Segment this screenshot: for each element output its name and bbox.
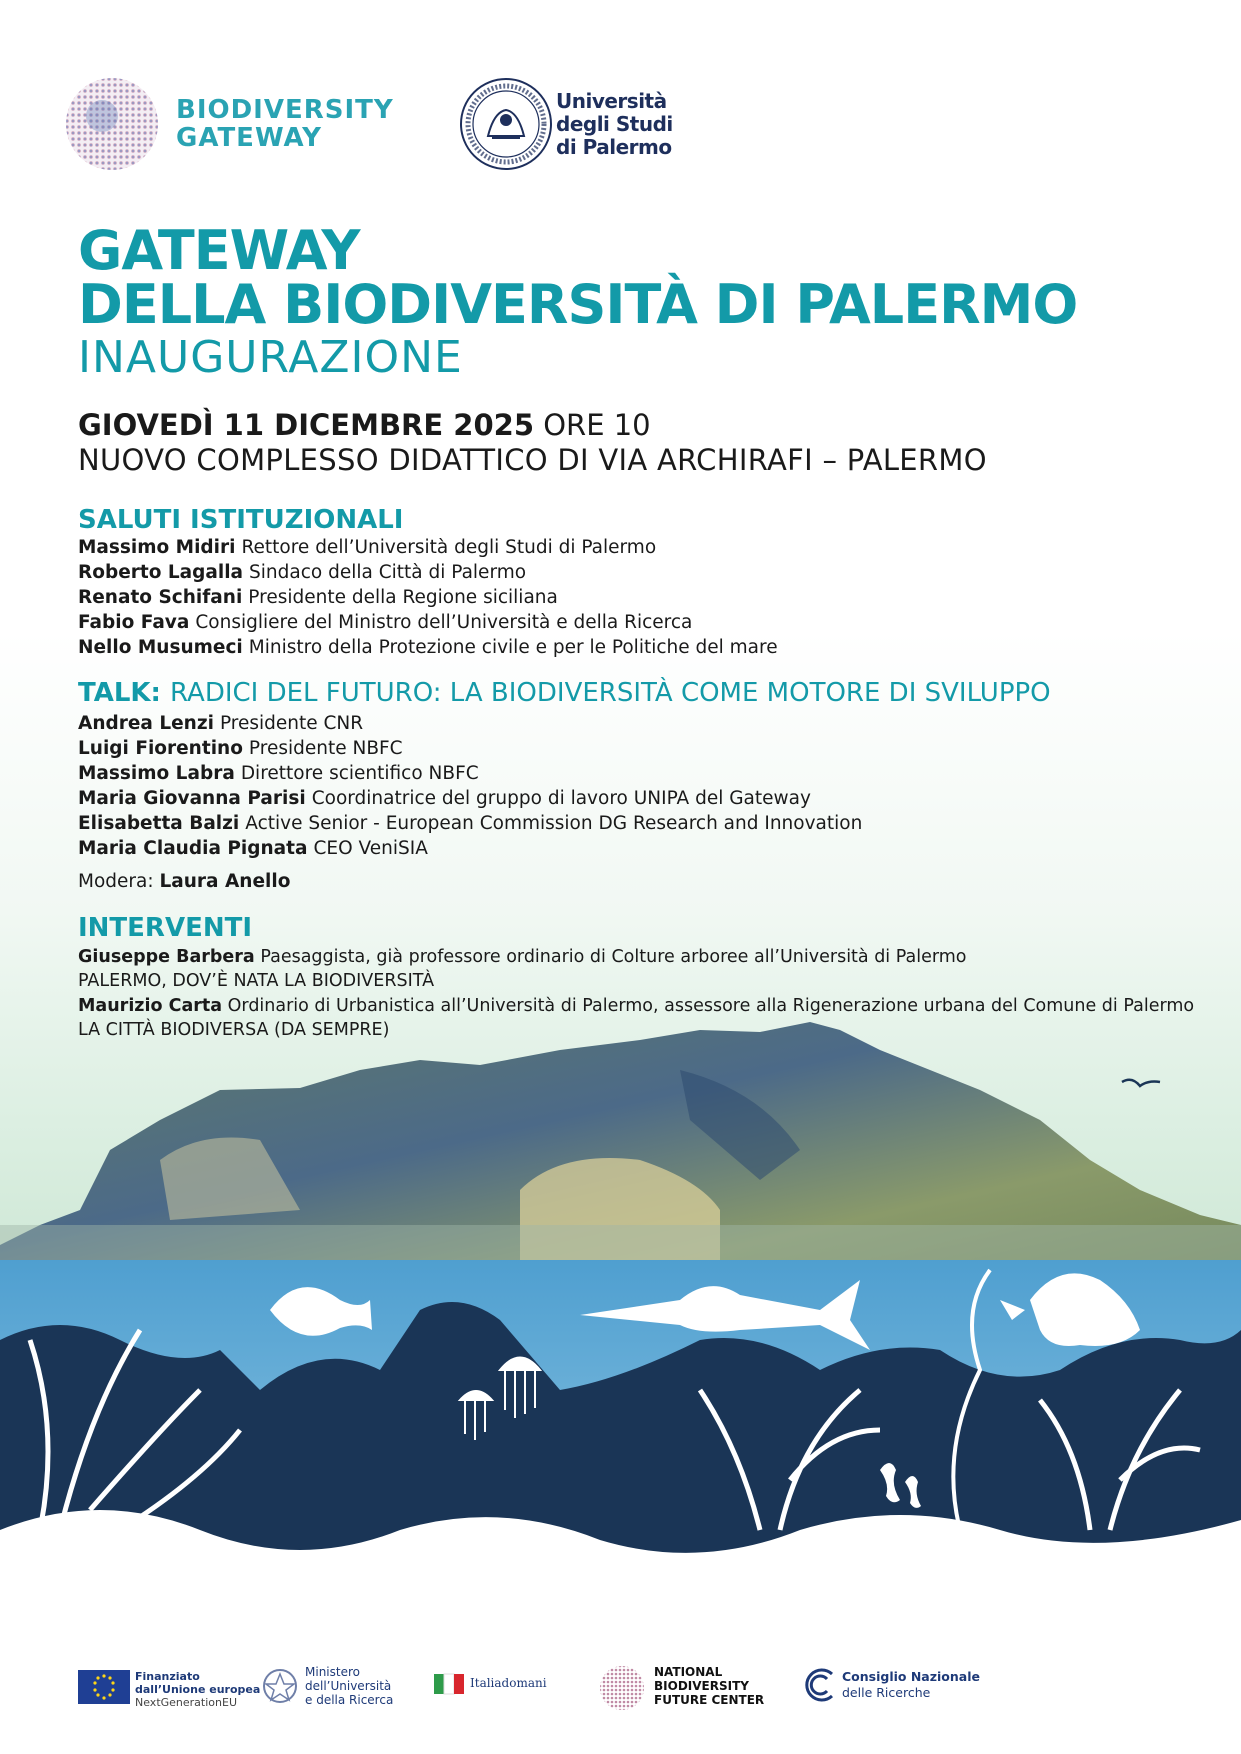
biodiversity-gateway-logo-icon: [64, 76, 160, 172]
speaker-row: [78, 788, 811, 810]
cnr-text-line2: delle Ricerche: [842, 1685, 931, 1700]
ministry-text-line3: e della Ricerca: [305, 1693, 394, 1707]
speaker-row: [78, 838, 428, 860]
speaker-row: [78, 763, 479, 785]
university-name-line3: di Palermo: [556, 135, 672, 159]
speaker-name: Nello Musumeci: [78, 637, 243, 658]
speaker-row: [78, 713, 363, 735]
talk-heading-label: TALK:: [78, 678, 161, 708]
italiadomani-text: Italiadomani: [470, 1676, 547, 1690]
speaker-role: Presidente della Regione siciliana: [248, 587, 558, 608]
speaker-role: Sindaco della Città di Palermo: [249, 562, 527, 583]
moderator-label: Modera:: [78, 871, 154, 892]
university-name-line1: Università: [556, 89, 667, 113]
speaker-name: Fabio Fava: [78, 612, 190, 633]
section-heading-saluti: SALUTI ISTITUZIONALI: [78, 505, 404, 535]
speaker-row: [78, 537, 656, 559]
speaker-row: [78, 637, 778, 659]
section-heading-talk: [78, 678, 1051, 708]
speaker-role: Presidente NBFC: [248, 738, 403, 759]
event-date-line: [78, 408, 651, 442]
speaker-role: Ministro della Protezione civile e per le Politiche del mare: [248, 637, 778, 658]
ministry-text-line1: Ministero: [305, 1665, 360, 1679]
nbfc-logo-icon: [598, 1664, 646, 1712]
page-title-line2: DELLA BIODIVERSITÀ DI PALERMO: [78, 273, 1078, 336]
monte-pellegrino-seascape-illustration: [0, 1010, 1241, 1650]
moderator-row: [78, 871, 290, 893]
cnr-logo-icon: [800, 1666, 838, 1704]
biodiversity-gateway-logo-line2: GATEWAY: [176, 123, 322, 153]
speaker-name: Maria Giovanna Parisi: [78, 788, 306, 809]
cnr-text-line1: Consiglio Nazionale: [842, 1669, 980, 1684]
event-time: ORE 10: [543, 408, 651, 442]
speaker-role: Consigliere del Ministro dell’Università e della Ricerca: [195, 612, 693, 633]
university-seal-icon: [458, 76, 554, 172]
footer-logos: [0, 1640, 1241, 1754]
speaker-role: Active Senior - European Commission DG Research and Innovation: [245, 813, 863, 834]
speaker-name: Massimo Labra: [78, 763, 235, 784]
speaker-name: Maurizio Carta: [78, 996, 223, 1016]
speaker-row: [78, 587, 558, 609]
page-subtitle: INAUGURAZIONE: [78, 332, 463, 383]
speaker-row: [78, 612, 692, 634]
speaker-role: Presidente CNR: [219, 713, 364, 734]
speaker-role: Ordinario di Urbanistica all’Università di Palermo, assessore alla Rigenerazione urbana del Comune di Palermo: [227, 996, 1195, 1016]
university-name-line2: degli Studi: [556, 112, 673, 136]
moderator-name: Laura Anello: [159, 871, 291, 892]
bird-icon: [1122, 1080, 1160, 1086]
speaker-role: CEO VeniSIA: [313, 838, 428, 859]
speaker-name: Elisabetta Balzi: [78, 813, 240, 834]
page-title-line1: GATEWAY: [78, 219, 360, 282]
speaker-name: Roberto Lagalla: [78, 562, 244, 583]
speaker-role: Paesaggista, già professore ordinario di Colture arboree all’Università di Palermo: [260, 947, 967, 967]
ministry-text-line2: dell’Università: [305, 1679, 392, 1693]
eu-text-line3: NextGenerationEU: [135, 1696, 237, 1709]
speaker-name: Maria Claudia Pignata: [78, 838, 308, 859]
speaker-row: [78, 738, 403, 760]
speaker-name: Luigi Fiorentino: [78, 738, 243, 759]
italy-flag-icon: [432, 1668, 468, 1698]
eu-flag-icon: [78, 1670, 130, 1704]
speaker-row: [78, 562, 526, 584]
nbfc-text-line3: FUTURE CENTER: [654, 1693, 765, 1707]
section-heading-interventi: INTERVENTI: [78, 913, 253, 943]
eu-text-line2: dall’Unione europea: [135, 1683, 261, 1696]
intervention-row: [78, 946, 967, 968]
biodiversity-gateway-logo-line1: BIODIVERSITY: [176, 95, 394, 125]
speaker-name: Andrea Lenzi: [78, 713, 214, 734]
nbfc-text-line1: NATIONAL: [654, 1665, 723, 1679]
eu-text-line1: Finanziato: [135, 1670, 200, 1683]
speaker-row: [78, 813, 862, 835]
event-date: GIOVEDÌ 11 DICEMBRE 2025: [78, 408, 534, 442]
speaker-role: Direttore scientifico NBFC: [240, 763, 479, 784]
speaker-role: Rettore dell’Università degli Studi di Palermo: [241, 537, 657, 558]
speaker-name: Renato Schifani: [78, 587, 243, 608]
ministry-emblem-icon: [262, 1668, 298, 1704]
nbfc-text-line2: BIODIVERSITY: [654, 1679, 749, 1693]
speaker-name: Giuseppe Barbera: [78, 947, 255, 967]
speaker-role: Coordinatrice del gruppo di lavoro UNIPA del Gateway: [311, 788, 811, 809]
event-venue: NUOVO COMPLESSO DIDATTICO DI VIA ARCHIRAFI – PALERMO: [78, 443, 987, 477]
speaker-name: Massimo Midiri: [78, 537, 236, 558]
intervention-title: LA CITTÀ BIODIVERSA (DA SEMPRE): [78, 1020, 390, 1040]
talk-heading-title: RADICI DEL FUTURO: LA BIODIVERSITÀ COME MOTORE DI SVILUPPO: [170, 678, 1051, 708]
intervention-title: PALERMO, DOV’È NATA LA BIODIVERSITÀ: [78, 971, 435, 991]
